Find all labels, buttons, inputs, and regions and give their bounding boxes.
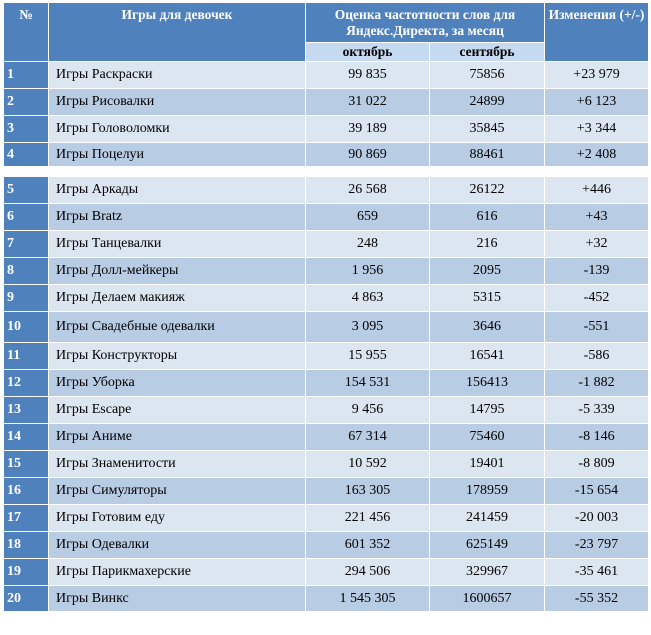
table-row: [4, 116, 649, 143]
game-name: Игры Уборка: [49, 370, 306, 397]
row-number: 10: [4, 312, 49, 343]
table-row: [4, 231, 649, 258]
september-value: 5315: [430, 285, 545, 312]
change-value: -8 146: [545, 424, 649, 451]
table-row: [4, 143, 649, 167]
october-value: 90 869: [306, 143, 430, 167]
table-row: [4, 586, 649, 612]
table-row: [4, 370, 649, 397]
october-value: 26 568: [306, 177, 430, 204]
table-row: [4, 312, 649, 343]
change-value: -139: [545, 258, 649, 285]
september-value: 178959: [430, 478, 545, 505]
october-value: 659: [306, 204, 430, 231]
october-value: 601 352: [306, 532, 430, 559]
table-row: [4, 424, 649, 451]
change-value: -15 654: [545, 478, 649, 505]
october-value: 294 506: [306, 559, 430, 586]
game-name: Игры Парикмахерские: [49, 559, 306, 586]
header-games: Игры для девочек: [49, 3, 306, 62]
october-value: 163 305: [306, 478, 430, 505]
september-value: 35845: [430, 116, 545, 143]
september-value: 24899: [430, 89, 545, 116]
row-number: 3: [4, 116, 49, 143]
row-number: 2: [4, 89, 49, 116]
table-row: [4, 532, 649, 559]
september-value: 616: [430, 204, 545, 231]
game-name: Игры Свадебные одевалки: [49, 312, 306, 343]
change-value: +3 344: [545, 116, 649, 143]
row-number: 14: [4, 424, 49, 451]
september-value: 1600657: [430, 586, 545, 612]
september-value: 88461: [430, 143, 545, 167]
change-value: -551: [545, 312, 649, 343]
game-name: Игры Танцевалки: [49, 231, 306, 258]
header-number: №: [4, 3, 49, 62]
october-value: 3 095: [306, 312, 430, 343]
game-name: Игры Аниме: [49, 424, 306, 451]
october-value: 9 456: [306, 397, 430, 424]
september-value: 75460: [430, 424, 545, 451]
game-name: Игры Аркады: [49, 177, 306, 204]
october-value: 67 314: [306, 424, 430, 451]
october-value: 15 955: [306, 343, 430, 370]
row-number: 9: [4, 285, 49, 312]
table-row: [4, 505, 649, 532]
game-name: Игры Поцелуи: [49, 143, 306, 167]
october-value: 154 531: [306, 370, 430, 397]
row-number: 17: [4, 505, 49, 532]
table-row: [4, 285, 649, 312]
row-number: 18: [4, 532, 49, 559]
table-row: [4, 89, 649, 116]
table-row: [4, 397, 649, 424]
october-value: 248: [306, 231, 430, 258]
row-number: 12: [4, 370, 49, 397]
header-change: Изменения (+/-): [545, 3, 649, 62]
table-row: [4, 62, 649, 89]
october-value: 99 835: [306, 62, 430, 89]
row-number: 13: [4, 397, 49, 424]
september-value: 216: [430, 231, 545, 258]
change-value: +446: [545, 177, 649, 204]
table-row: [4, 204, 649, 231]
september-value: 2095: [430, 258, 545, 285]
october-value: 31 022: [306, 89, 430, 116]
game-name: Игры Escape: [49, 397, 306, 424]
header-september: сентябрь: [430, 43, 545, 62]
game-name: Игры Bratz: [49, 204, 306, 231]
september-value: 16541: [430, 343, 545, 370]
september-value: 14795: [430, 397, 545, 424]
game-name: Игры Конструкторы: [49, 343, 306, 370]
game-name: Игры Долл-мейкеры: [49, 258, 306, 285]
change-value: +43: [545, 204, 649, 231]
october-value: 39 189: [306, 116, 430, 143]
game-name: Игры Одевалки: [49, 532, 306, 559]
change-value: -5 339: [545, 397, 649, 424]
september-value: 241459: [430, 505, 545, 532]
row-number: 19: [4, 559, 49, 586]
row-number: 20: [4, 586, 49, 612]
game-name: Игры Винкс: [49, 586, 306, 612]
september-value: 19401: [430, 451, 545, 478]
table-row: [4, 343, 649, 370]
october-value: 4 863: [306, 285, 430, 312]
header-estimate: Оценка частотности слов для Яндекс.Директа, за месяц: [306, 3, 545, 43]
september-value: 75856: [430, 62, 545, 89]
row-number: 6: [4, 204, 49, 231]
row-number: 1: [4, 62, 49, 89]
game-name: Игры Симуляторы: [49, 478, 306, 505]
group-spacer: [4, 167, 649, 177]
september-value: 26122: [430, 177, 545, 204]
header-october: октябрь: [306, 43, 430, 62]
change-value: -20 003: [545, 505, 649, 532]
change-value: -35 461: [545, 559, 649, 586]
change-value: -1 882: [545, 370, 649, 397]
row-number: 11: [4, 343, 49, 370]
row-number: 8: [4, 258, 49, 285]
keyword-frequency-table: [3, 2, 649, 612]
change-value: +23 979: [545, 62, 649, 89]
change-value: -452: [545, 285, 649, 312]
game-name: Игры Делаем макияж: [49, 285, 306, 312]
september-value: 625149: [430, 532, 545, 559]
game-name: Игры Готовим еду: [49, 505, 306, 532]
change-value: +6 123: [545, 89, 649, 116]
game-name: Игры Раскраски: [49, 62, 306, 89]
game-name: Игры Рисовалки: [49, 89, 306, 116]
row-number: 15: [4, 451, 49, 478]
october-value: 1 545 305: [306, 586, 430, 612]
september-value: 3646: [430, 312, 545, 343]
table-row: [4, 559, 649, 586]
change-value: -8 809: [545, 451, 649, 478]
september-value: 156413: [430, 370, 545, 397]
september-value: 329967: [430, 559, 545, 586]
row-number: 7: [4, 231, 49, 258]
game-name: Игры Головоломки: [49, 116, 306, 143]
change-value: -55 352: [545, 586, 649, 612]
october-value: 1 956: [306, 258, 430, 285]
october-value: 221 456: [306, 505, 430, 532]
game-name: Игры Знаменитости: [49, 451, 306, 478]
table-row: [4, 451, 649, 478]
table-row: [4, 258, 649, 285]
change-value: +32: [545, 231, 649, 258]
row-number: 5: [4, 177, 49, 204]
change-value: +2 408: [545, 143, 649, 167]
row-number: 4: [4, 143, 49, 167]
october-value: 10 592: [306, 451, 430, 478]
row-number: 16: [4, 478, 49, 505]
change-value: -23 797: [545, 532, 649, 559]
table-row: [4, 478, 649, 505]
table-row: [4, 177, 649, 204]
change-value: -586: [545, 343, 649, 370]
